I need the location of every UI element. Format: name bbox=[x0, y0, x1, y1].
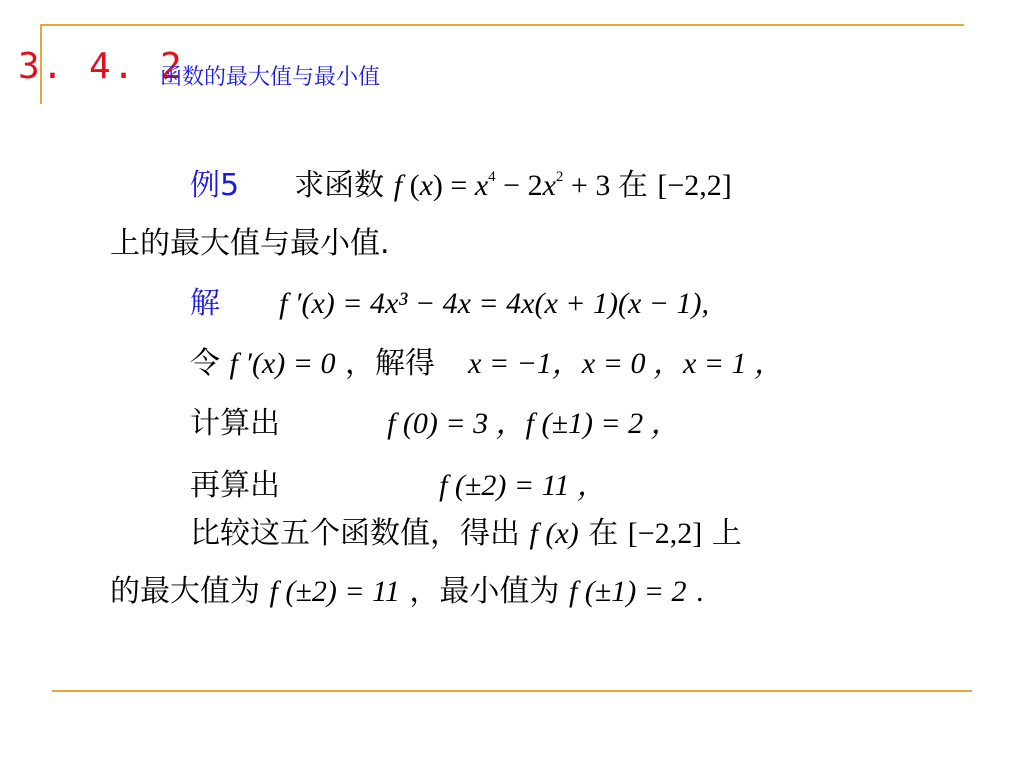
solve-label: ，解得 bbox=[345, 346, 436, 381]
compare-text: 比较这五个函数值，得出 bbox=[190, 516, 520, 551]
solution-line-compare bbox=[190, 508, 742, 552]
solution-line-recompute bbox=[190, 460, 607, 504]
set-label: 令 bbox=[190, 346, 220, 381]
end-mark: . bbox=[696, 575, 704, 608]
compare-in: 在 bbox=[588, 516, 619, 551]
compare-interval: [−2,2] bbox=[627, 517, 703, 550]
min-lead: ，最小值为 bbox=[409, 574, 560, 609]
compute-values: f (0) = 3 ，f (±1) = 2 ， bbox=[387, 407, 681, 440]
example-line-2: 上的最大值与最小值. bbox=[110, 226, 390, 261]
recompute-label: 再算出 bbox=[190, 468, 280, 503]
roots-expression: x = −1，x = 0 ，x = 1 ， bbox=[468, 347, 785, 380]
conclusion-lead: 的最大值为 bbox=[110, 574, 260, 609]
example-function: f $(x) = x^4 - 2x^2 + 3$ bbox=[393, 169, 618, 202]
max-expression: f (±2) = 11 bbox=[269, 575, 400, 608]
solution-line-conclusion bbox=[110, 566, 704, 610]
derivative-expression: f ′(x) = 4x³ − 4x = 4x(x + 1)(x − 1), bbox=[279, 287, 710, 320]
compute-label: 计算出 bbox=[190, 406, 280, 441]
compare-fx: f (x) bbox=[529, 517, 579, 550]
solution-line-compute bbox=[190, 398, 681, 442]
example-interval: [−2,2] bbox=[657, 169, 732, 202]
solution-line-derivative bbox=[190, 278, 709, 322]
solution-label: 解 bbox=[190, 286, 220, 321]
solution-line-roots bbox=[190, 338, 784, 382]
set-expression: f ′(x) = 0 bbox=[229, 347, 336, 380]
section-number: 3. 4. 2 bbox=[18, 46, 184, 87]
top-rule bbox=[40, 24, 964, 26]
example-line-1 bbox=[190, 160, 732, 204]
min-expression: f (±1) = 2 bbox=[568, 575, 687, 608]
example-in-word: 在 bbox=[617, 168, 648, 203]
recompute-value: f (±2) = 11 ， bbox=[439, 469, 607, 502]
example-label: 例5 bbox=[190, 168, 240, 203]
bottom-rule bbox=[52, 690, 972, 692]
compare-on: 上 bbox=[711, 516, 742, 551]
section-title: 函数的最大值与最小值 bbox=[160, 65, 381, 90]
example-prompt: 求函数 bbox=[294, 168, 385, 203]
